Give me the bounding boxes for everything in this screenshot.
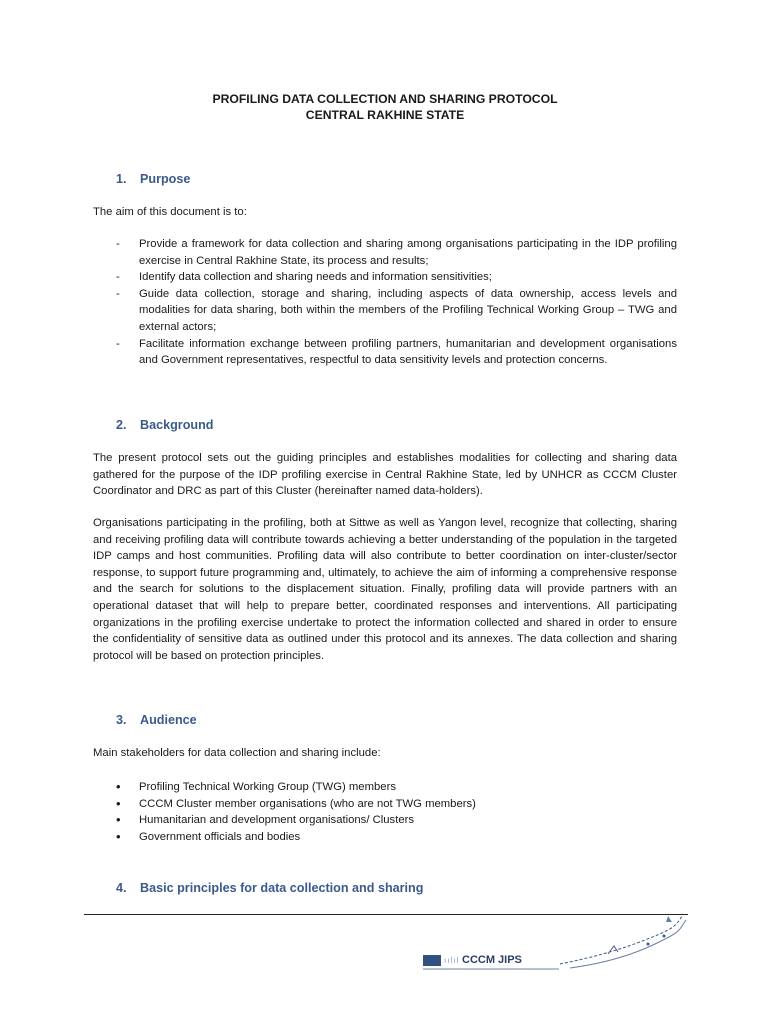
section-title: Basic principles for data collection and sharing bbox=[140, 881, 424, 895]
list-item: - Provide a framework for data collection and sharing among organisations participating in the IDP profiling exercise in Central Rakhine State, its process and results; bbox=[93, 236, 677, 269]
background-paragraph-1: The present protocol sets out the guiding principles and establishes modalities for collecting and sharing data gathered for the purpose of the IDP profiling exercise in Central Rakhine State, led by UNHCR as CCCM Cluster Coordinator and DRC as part of this Cluster (hereinafter named data-holders). bbox=[93, 452, 677, 498]
background-paragraph-2: Organisations participating in the profiling, both at Sittwe as well as Yangon level, recognize that collecting, sharing and receiving profiling data will contribute towards achieving a better understanding of the population in the targeted IDP camps and host communities. Profiling data will also contribute to better coordination on inter-cluster/sector response, to support future programming and, ultimately, to achieve the aim of informing a comprehensive response and the search for solutions to the displacement situation. Finally, profiling data will provide partners with an operational dataset that will help to prepare better, coordinated responses and interventions. All participating organizations in the profiling exercise undertake to protect the information collected and shared in order to ensure the confidentiality of sensitive data as outlined under this protocol and its annexes. The data collection and sharing protocol will be based on protection principles. bbox=[93, 517, 677, 662]
section-title: Audience bbox=[140, 713, 197, 727]
audience-intro: Main stakeholders for data collection and sharing include: bbox=[93, 747, 381, 759]
purpose-intro: The aim of this document is to: bbox=[93, 206, 247, 218]
document-title bbox=[0, 91, 770, 123]
audience-list bbox=[93, 779, 677, 845]
section-number: 4. bbox=[116, 881, 127, 895]
list-item: - Identify data collection and sharing needs and information sensitivities; bbox=[93, 269, 677, 286]
section-heading-background bbox=[116, 417, 213, 433]
section-heading-principles bbox=[116, 880, 423, 896]
section-title: Background bbox=[140, 418, 214, 432]
logo-text: CCCM JIPS bbox=[462, 954, 522, 966]
purpose-list bbox=[93, 236, 677, 369]
list-item: • CCCM Cluster member organisations (who are not TWG members) bbox=[93, 796, 677, 813]
list-item: - Facilitate information exchange between profiling partners, humanitarian and development organisations and Government representatives, respectful to data sensitivity levels and protection concerns. bbox=[93, 336, 677, 369]
footer-logo bbox=[420, 914, 690, 974]
route-map-icon bbox=[420, 914, 690, 974]
logo-mark-icon: ıılıl bbox=[444, 956, 460, 965]
list-item: • Profiling Technical Working Group (TWG) members bbox=[93, 779, 677, 796]
list-item: • Humanitarian and development organisations/ Clusters bbox=[93, 812, 677, 829]
section-number: 1. bbox=[116, 172, 127, 186]
title-line-2: CENTRAL RAKHINE STATE bbox=[305, 108, 465, 122]
section-heading-purpose bbox=[116, 171, 190, 187]
section-number: 2. bbox=[116, 418, 127, 432]
section-heading-audience bbox=[116, 712, 197, 728]
section-number: 3. bbox=[116, 713, 127, 727]
list-item: • Government officials and bodies bbox=[93, 829, 677, 846]
list-item: - Guide data collection, storage and sharing, including aspects of data ownership, access levels and modalities for data sharing, both within the members of the Profiling Technical Working Group – TWG and external actors; bbox=[93, 286, 677, 336]
section-title: Purpose bbox=[140, 172, 191, 186]
title-line-1: PROFILING DATA COLLECTION AND SHARING PROTOCOL bbox=[212, 92, 558, 106]
